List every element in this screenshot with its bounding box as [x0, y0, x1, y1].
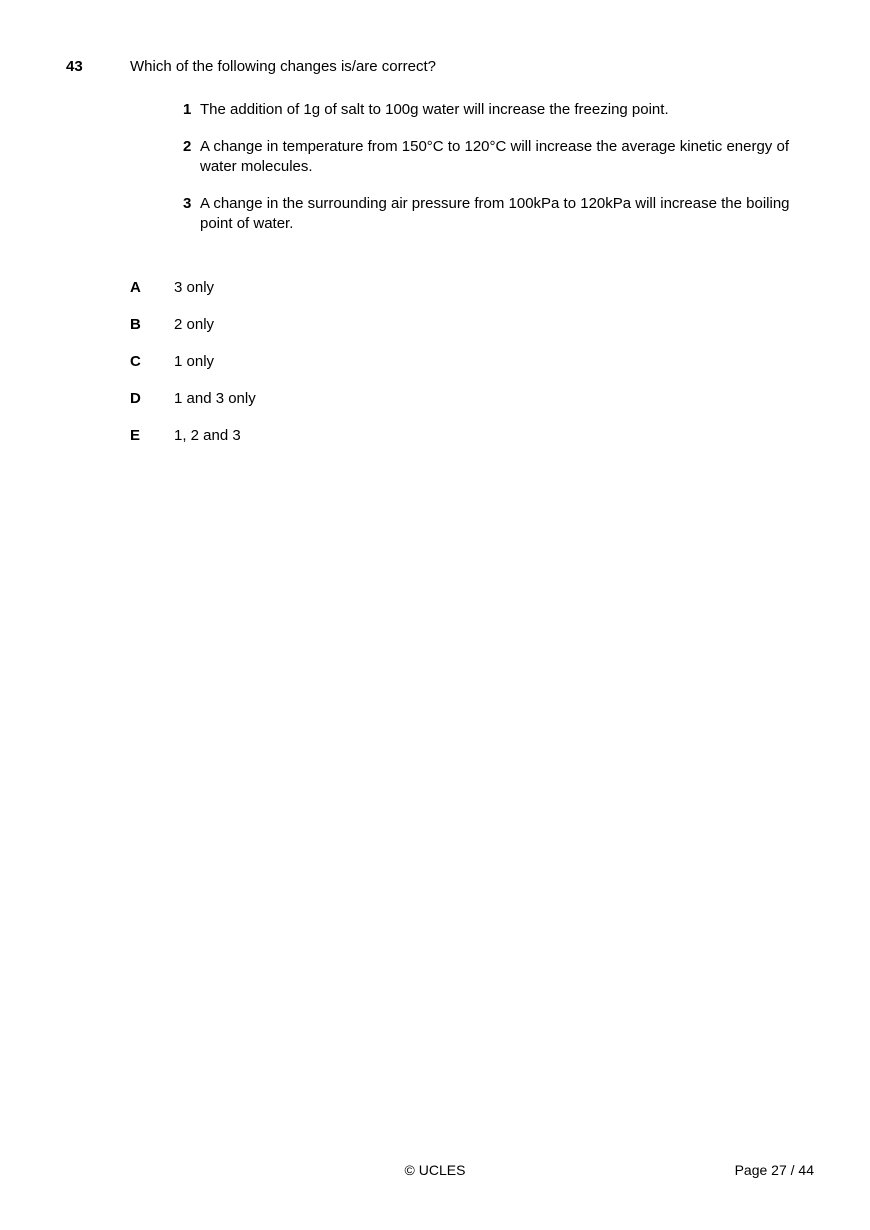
option-text: 2 only: [174, 316, 215, 333]
option-text: 1, 2 and 3: [174, 427, 241, 444]
option-letter: E: [130, 427, 141, 444]
statement-text: The addition of 1g of salt to 100g water will increase the freezing point.: [200, 101, 669, 118]
statement-item: [183, 100, 793, 120]
statement-text: A change in temperature from 150°C to 120°C will increase the average kinetic energy of water molecules.: [200, 138, 789, 175]
option-letter: A: [130, 279, 141, 296]
statement-list: [183, 100, 793, 251]
option-text: 1 and 3 only: [174, 390, 256, 407]
statement-number: 3: [183, 195, 192, 212]
footer-page-number: Page 27 / 44: [734, 1162, 814, 1178]
option-letter: C: [130, 353, 141, 370]
option-text: 1 only: [174, 353, 215, 370]
statement-item: [183, 137, 793, 177]
option-letter: B: [130, 316, 141, 333]
option-letter: D: [130, 390, 141, 407]
question-number: 43: [66, 58, 83, 75]
question-stem: Which of the following changes is/are correct?: [130, 58, 436, 75]
statement-item: [183, 194, 793, 234]
footer-copyright: © UCLES: [404, 1162, 466, 1178]
option-text: 3 only: [174, 279, 215, 296]
statement-number: 1: [183, 101, 192, 118]
statement-text: A change in the surrounding air pressure from 100kPa to 120kPa will increase the boiling point of water.: [200, 195, 790, 232]
statement-number: 2: [183, 138, 192, 155]
